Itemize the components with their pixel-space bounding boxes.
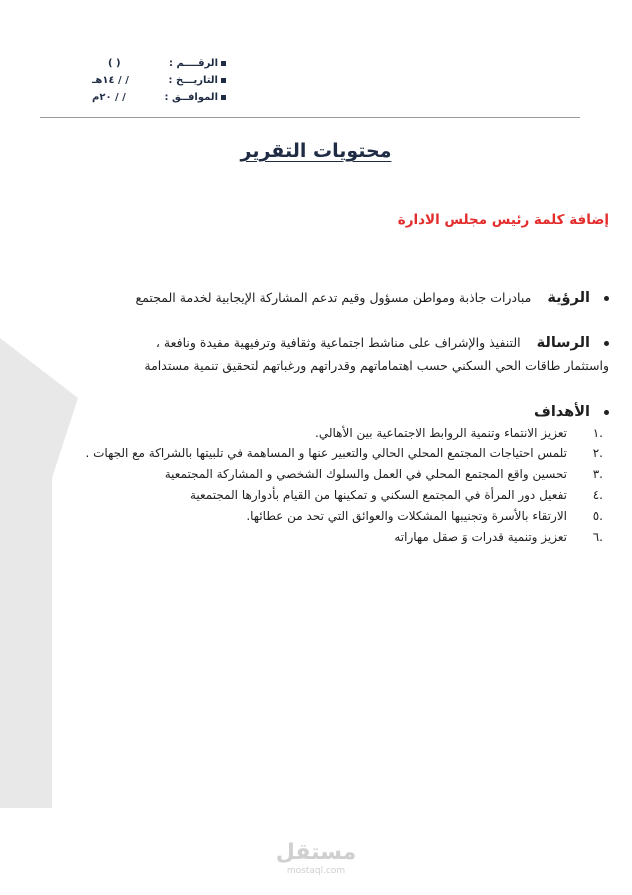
watermark-domain: mostaql.com bbox=[286, 866, 346, 876]
goal-item: .١ تعزيز الانتماء وتنمية الروابط الاجتماعية بين الأهالي. bbox=[315, 426, 603, 440]
gregorian-label: الموافــق : bbox=[164, 92, 218, 103]
goal-item: .٥ الارتقاء بالأسرة وتجنيبها المشكلات والعوائق التي تحد من عطائها. bbox=[246, 509, 603, 523]
mission-point bbox=[156, 333, 609, 353]
square-bullet-icon bbox=[221, 95, 226, 100]
page-title: محتويات التقرير bbox=[240, 140, 392, 162]
date-value: / / ١٤هـ bbox=[92, 75, 129, 86]
mission-text-line1: التنفيذ والإشراف على مناشط اجتماعية وثقافية وترفيهية مفيدة ونافعة ، bbox=[155, 335, 521, 350]
document-header bbox=[86, 55, 226, 106]
ref-number-row bbox=[86, 55, 226, 72]
square-bullet-icon bbox=[221, 61, 226, 66]
date-row bbox=[86, 72, 226, 89]
mission-label: الرسالة bbox=[536, 335, 590, 351]
goal-item: .٤ تفعيل دور المرأة في المجتمع السكني و تمكينها من القيام بأدوارها المجتمعية bbox=[189, 488, 603, 502]
goals-heading bbox=[19, 402, 609, 422]
vision-label: الرؤية bbox=[547, 290, 590, 306]
square-bullet-icon bbox=[221, 78, 226, 83]
mission-text-line2: واستثمار طاقات الحي السكني حسب اهتماماتهم وقدراتهم ورغباتهم لتحقيق تنمية مستدامة bbox=[144, 358, 609, 373]
goals-section bbox=[19, 402, 609, 546]
chairman-word-heading: إضافة كلمة رئيس مجلس الادارة bbox=[397, 212, 609, 228]
ref-label: الرقــــم : bbox=[169, 58, 218, 69]
bullet-icon bbox=[604, 296, 609, 301]
bullet-icon bbox=[604, 410, 609, 415]
goals-label: الأهداف bbox=[533, 404, 590, 420]
header-divider bbox=[40, 117, 580, 118]
goal-item: .٦ تعزيز وتنمية قدرات وَ صقل مهاراته bbox=[394, 530, 603, 544]
vision-point bbox=[136, 288, 609, 308]
goal-item: .٣ تحسين واقع المجتمع المحلي في العمل والسلوك الشخصي و المشاركة المجتمعية bbox=[164, 467, 603, 481]
goal-item: .٢ تلمس احتياجات المجتمع المحلي الحالي والتعبير عنها و المساهمة في تلبيتها بالشراكة مع الجهات . bbox=[85, 446, 603, 460]
date-label: التاريـــخ : bbox=[168, 75, 218, 86]
vision-text: مبادرات جاذبة ومواطن مسؤول وقيم تدعم المشاركة الإيجابية لخدمة المجتمع bbox=[135, 290, 532, 305]
gregorian-date-row bbox=[86, 89, 226, 106]
bullet-icon bbox=[604, 341, 609, 346]
watermark-logo: مستقل bbox=[275, 840, 357, 865]
ref-value: ( ) bbox=[108, 58, 121, 69]
gregorian-value: / / ٢٠م bbox=[92, 92, 126, 103]
